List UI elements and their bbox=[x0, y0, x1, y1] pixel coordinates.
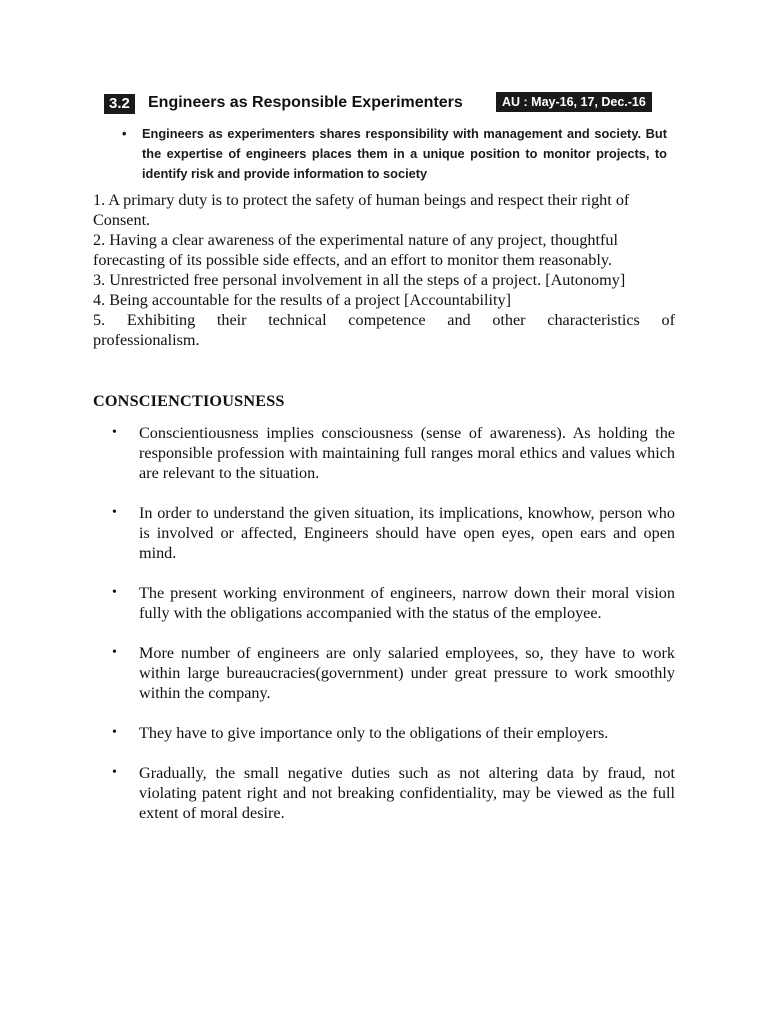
list-item-text: Gradually, the small negative duties such as not altering data by fraud, not violating patent right and not breaking confidentiality, may be viewed as the full extent of moral desire. bbox=[139, 764, 675, 822]
list-item-text: The present working environment of engineers, narrow down their moral vision fully with the obligations accompanied with the status of the employee. bbox=[139, 584, 675, 622]
bullet-icon: • bbox=[122, 126, 127, 141]
conscientiousness-list bbox=[112, 423, 675, 843]
bullet-icon: • bbox=[112, 425, 117, 440]
list-item-text: In order to understand the given situation, its implications, knowhow, person who is involved or affected, Engineers should have open eyes, open ears and open mind. bbox=[139, 504, 675, 562]
list-item bbox=[112, 583, 675, 623]
duty-item: 1. A primary duty is to protect the safety of human beings and respect their right of Consent. bbox=[93, 191, 630, 229]
bullet-icon: • bbox=[112, 765, 117, 780]
list-item bbox=[112, 423, 675, 483]
section-title: Engineers as Responsible Experimenters bbox=[148, 94, 463, 111]
section-heading: CONSCIENCTIOUSNESS bbox=[93, 392, 285, 410]
duties-list bbox=[93, 190, 675, 350]
intro-bullet-text: Engineers as experimenters shares responsibility with management and society. But the expertise of engineers places them in a unique position to monitor projects, to identify risk and provide information to society bbox=[142, 126, 667, 181]
duty-item: 5. Exhibiting their technical competence and other characteristics of bbox=[93, 311, 675, 329]
list-item-text: They have to give importance only to the obligations of their employers. bbox=[139, 724, 609, 742]
list-item-text: More number of engineers are only salaried employees, so, they have to work within large bureaucracies(government) under great pressure to work smoothly within the company. bbox=[139, 644, 675, 702]
duty-item: 2. Having a clear awareness of the experimental nature of any project, thoughtful forecasting of its possible side effects, and an effort to monitor them reasonably. bbox=[93, 231, 618, 269]
bullet-icon: • bbox=[112, 645, 117, 660]
duty-item-continuation: professionalism. bbox=[93, 331, 200, 349]
list-item bbox=[112, 643, 675, 703]
list-item bbox=[112, 503, 675, 563]
section-header bbox=[104, 92, 656, 116]
duty-item: 3. Unrestricted free personal involvement in all the steps of a project. [Autonomy] bbox=[93, 271, 626, 289]
list-item bbox=[112, 763, 675, 823]
duty-item: 4. Being accountable for the results of a project [Accountability] bbox=[93, 291, 512, 309]
exam-reference-badge: AU : May-16, 17, Dec.-16 bbox=[496, 92, 652, 112]
bullet-icon: • bbox=[112, 585, 117, 600]
bullet-icon: • bbox=[112, 505, 117, 520]
list-item-text: Conscientiousness implies consciousness (sense of awareness). As holding the responsible profession with maintaining full ranges moral ethics and values which are relevant to the situation. bbox=[139, 424, 675, 482]
intro-bullet bbox=[122, 124, 667, 184]
bullet-icon: • bbox=[112, 725, 117, 740]
list-item bbox=[112, 723, 675, 743]
section-number: 3.2 bbox=[104, 94, 135, 114]
